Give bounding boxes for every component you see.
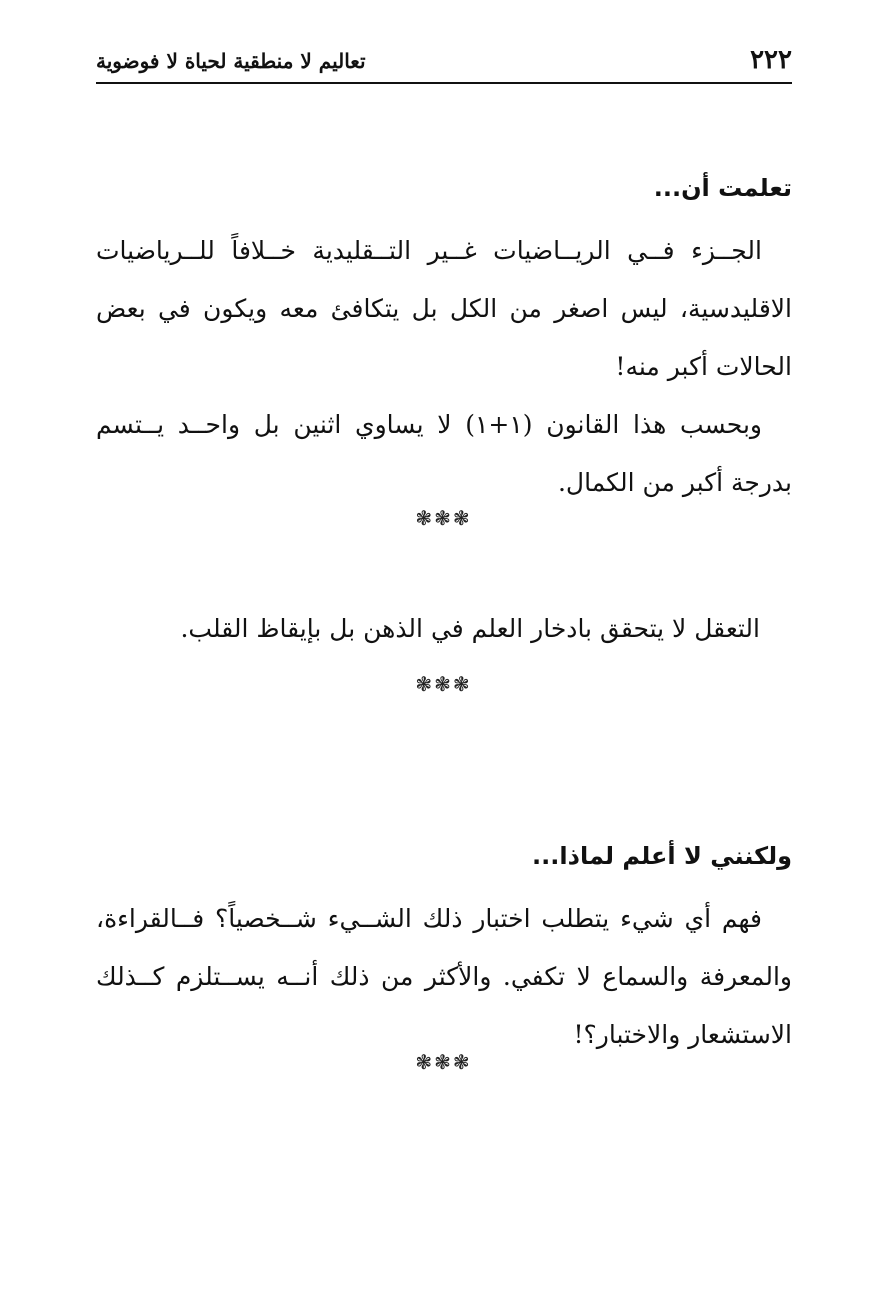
body-paragraph: وبحسب هذا القانون (١+١) لا يساوي اثنين بل واحــد يــتسم بدرجة أكبر من الكمال. xyxy=(96,410,792,497)
section-separator: ❃❃❃ xyxy=(415,1050,472,1074)
page-number: ٢٢٢ xyxy=(750,45,792,75)
header-rule xyxy=(96,82,792,84)
page-header xyxy=(96,40,792,84)
maxim-line: التعقل لا يتحقق بادخار العلم في الذهن بل بإيقاظ القلب. xyxy=(180,614,760,643)
body-paragraph: الجــزء فــي الريــاضيات غــير التــقليدية خــلافاً للــرياضيات الاقليدسية، ليس اصغر من الكل بل يتكافئ معه ويكون في بعض الحالات أكبر منه! xyxy=(96,236,792,381)
section-heading: ولكنني لا أعلم لماذا... xyxy=(532,842,792,870)
section-learned xyxy=(96,168,792,512)
running-title: تعاليم لا منطقية لحياة لا فوضوية xyxy=(96,49,366,73)
section-separator: ❃❃❃ xyxy=(415,506,472,530)
section-separator: ❃❃❃ xyxy=(415,672,472,696)
section-dont-know xyxy=(96,836,792,1064)
body-paragraph: فهم أي شيء يتطلب اختبار ذلك الشــيء شــخصياً؟ فــالقراءة، والمعرفة والسماع لا تكفي. والأكثر من ذلك أنــه يســتلزم كــذلك الاستشعار والاختبار؟! xyxy=(96,904,792,1049)
section-heading: تعلمت أن... xyxy=(653,174,792,202)
